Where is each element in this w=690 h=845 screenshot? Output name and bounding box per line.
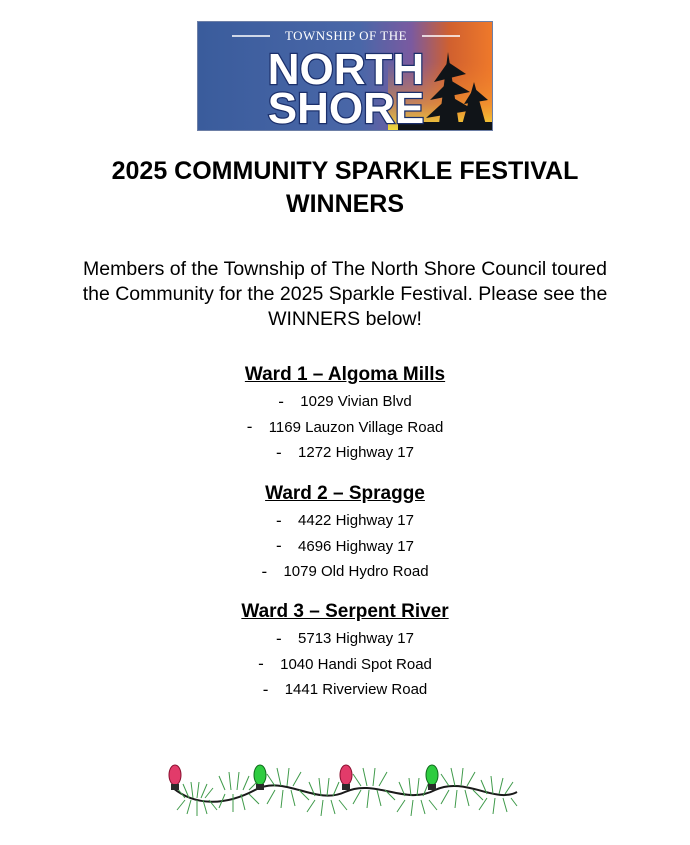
list-item [0,508,690,534]
green-bulb-icon [426,765,438,790]
list-item [0,440,690,466]
winner-list [0,626,690,703]
dash-bullet: - [258,654,264,674]
list-item [0,559,690,585]
list-item [0,415,690,441]
red-bulb-icon [340,765,352,790]
list-item [0,389,690,415]
title-line-2: WINNERS [285,190,405,218]
dash-bullet: - [276,510,282,530]
address-text: 5713 Highway 17 [298,630,414,648]
title-line-1: 2025 COMMUNITY SPARKLE FESTIVAL [111,157,579,185]
winner-list [0,389,690,466]
list-item [0,677,690,703]
ward-heading: Ward 1 – Algoma Mills [244,364,446,385]
dash-bullet: - [276,536,282,556]
ward-heading: Ward 3 – Serpent River [241,601,449,622]
list-item [0,652,690,678]
ward-2-section [0,483,690,585]
intro-line-3: WINNERS below! [268,308,422,330]
holiday-garland-icon [165,758,525,827]
dash-bullet: - [276,442,282,462]
list-item [0,534,690,560]
dash-bullet: - [276,628,282,648]
address-text: 1040 Handi Spot Road [280,655,432,673]
intro-line-2: the Community for the 2025 Sparkle Festival. Please see the [82,283,608,305]
address-text: 4422 Highway 17 [298,512,414,530]
ward-1-section [0,364,690,466]
ward-3-section [0,601,690,703]
list-item [0,626,690,652]
logo-top-text: TOWNSHIP OF THE [284,28,408,43]
intro-paragraph [20,257,670,332]
ward-heading: Ward 2 – Spragge [265,483,425,504]
logo-line-north: NORTH [267,45,425,94]
dash-bullet: - [261,561,268,581]
address-text: 1441 Riverview Road [284,681,428,699]
address-text: 1029 Vivian Blvd [300,393,412,411]
address-text: 1079 Old Hydro Road [283,563,429,581]
dash-bullet: - [262,679,269,699]
address-text: 1169 Lauzon Village Road [268,418,444,436]
intro-line-1: Members of the Township of The North Shore Council toured [83,258,607,280]
winner-list [0,508,690,585]
red-bulb-icon [169,765,181,790]
page-title [0,155,690,221]
township-logo [197,21,493,131]
dash-bullet: - [278,391,284,411]
address-text: 4696 Highway 17 [298,537,414,555]
address-text: 1272 Highway 17 [298,444,414,462]
dash-bullet: - [246,417,253,437]
logo-line-shore: SHORE [267,84,425,131]
